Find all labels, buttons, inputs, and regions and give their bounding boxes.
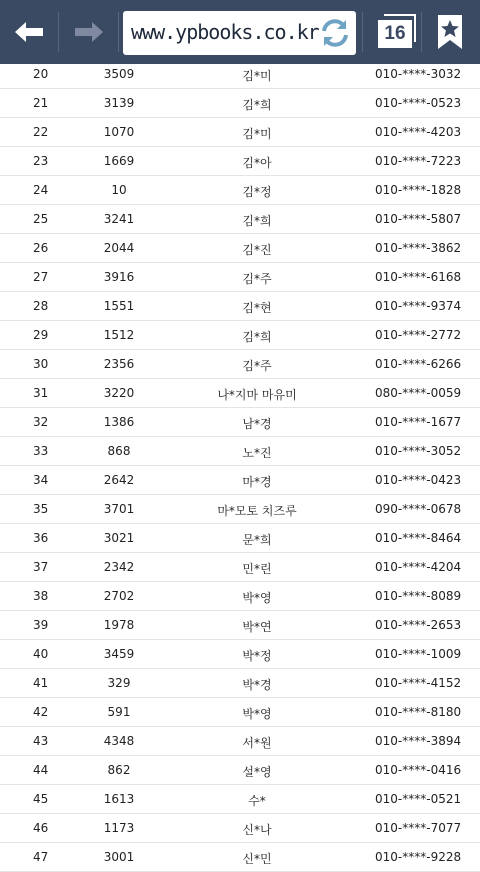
table-row xyxy=(0,466,480,495)
row-code: 1613 xyxy=(103,792,135,806)
row-code: 1669 xyxy=(103,154,135,168)
table-row xyxy=(0,408,480,437)
row-phone: 010-****-6266 xyxy=(375,357,462,371)
table-row xyxy=(0,350,480,379)
row-code: 1512 xyxy=(103,328,135,342)
row-name: 나*지마 마유미 xyxy=(217,388,297,402)
table-row xyxy=(0,756,480,785)
row-number: 33 xyxy=(33,444,49,458)
table-row xyxy=(0,524,480,553)
table-row xyxy=(0,263,480,292)
row-phone: 010-****-0523 xyxy=(375,96,462,110)
row-code: 591 xyxy=(107,705,131,719)
row-number: 40 xyxy=(33,647,49,661)
row-number: 45 xyxy=(33,792,49,806)
row-phone: 010-****-3052 xyxy=(375,444,462,458)
row-phone: 010-****-0416 xyxy=(375,763,462,777)
row-phone: 010-****-9228 xyxy=(375,850,462,864)
row-phone: 010-****-9374 xyxy=(375,299,462,313)
table-row xyxy=(0,292,480,321)
winner-table xyxy=(0,60,480,872)
row-number: 44 xyxy=(33,763,49,777)
row-name: 김*미 xyxy=(242,127,272,141)
row-phone: 010-****-2772 xyxy=(375,328,462,342)
row-number: 26 xyxy=(33,241,49,255)
row-name: 박*연 xyxy=(242,620,272,634)
row-name: 노*진 xyxy=(242,446,272,460)
table-row xyxy=(0,176,480,205)
row-number: 25 xyxy=(33,212,49,226)
row-number: 30 xyxy=(33,357,49,371)
row-number: 34 xyxy=(33,473,49,487)
row-phone: 010-****-7223 xyxy=(375,154,462,168)
row-name: 김*미 xyxy=(242,69,272,83)
row-number: 24 xyxy=(33,183,49,197)
row-name: 박*영 xyxy=(242,707,272,721)
table-row xyxy=(0,321,480,350)
row-phone: 010-****-4203 xyxy=(375,125,462,139)
row-number: 23 xyxy=(33,154,49,168)
row-number: 36 xyxy=(33,531,49,545)
row-name: 마*모토 치즈루 xyxy=(217,504,297,518)
toolbar-divider xyxy=(58,12,59,52)
row-name: 김*희 xyxy=(242,214,272,228)
row-phone: 010-****-2653 xyxy=(375,618,462,632)
table-row xyxy=(0,669,480,698)
row-code: 10 xyxy=(111,183,127,197)
row-code: 3241 xyxy=(103,212,135,226)
table-row xyxy=(0,379,480,408)
row-number: 38 xyxy=(33,589,49,603)
bookmark-star-icon[interactable] xyxy=(436,14,464,50)
row-number: 42 xyxy=(33,705,49,719)
row-code: 3916 xyxy=(103,270,135,284)
row-number: 46 xyxy=(33,821,49,835)
row-code: 2044 xyxy=(103,241,135,255)
row-code: 1173 xyxy=(103,821,135,835)
table-row xyxy=(0,843,480,872)
row-number: 35 xyxy=(33,502,49,516)
row-number: 32 xyxy=(33,415,49,429)
row-number: 29 xyxy=(33,328,49,342)
row-number: 47 xyxy=(33,850,49,864)
tab-count-badge[interactable]: 16 xyxy=(378,20,412,48)
row-code: 1551 xyxy=(103,299,135,313)
row-phone: 010-****-4204 xyxy=(375,560,462,574)
row-name: 문*희 xyxy=(242,533,272,547)
table-row xyxy=(0,437,480,466)
row-phone: 010-****-1009 xyxy=(375,647,462,661)
row-name: 신*민 xyxy=(242,852,272,866)
table-row xyxy=(0,553,480,582)
row-phone: 010-****-5807 xyxy=(375,212,462,226)
row-phone: 010-****-6168 xyxy=(375,270,462,284)
row-phone: 010-****-0521 xyxy=(375,792,462,806)
row-phone: 010-****-1677 xyxy=(375,415,462,429)
row-name: 김*주 xyxy=(242,359,272,373)
row-name: 신*나 xyxy=(242,823,272,837)
row-name: 박*경 xyxy=(242,678,272,692)
row-name: 박*영 xyxy=(242,591,272,605)
row-name: 설*영 xyxy=(242,765,272,779)
row-code: 862 xyxy=(107,763,131,777)
row-number: 21 xyxy=(33,96,49,110)
row-phone: 010-****-3032 xyxy=(375,67,462,81)
table-row xyxy=(0,60,480,89)
row-phone: 010-****-1828 xyxy=(375,183,462,197)
table-row xyxy=(0,582,480,611)
row-name: 박*정 xyxy=(242,649,272,663)
table-row xyxy=(0,785,480,814)
row-phone: 010-****-4152 xyxy=(375,676,462,690)
forward-button[interactable] xyxy=(60,0,118,64)
row-number: 28 xyxy=(33,299,49,313)
row-name: 민*린 xyxy=(242,562,272,576)
row-number: 37 xyxy=(33,560,49,574)
row-name: 서*원 xyxy=(242,736,272,750)
arrow-left-icon xyxy=(13,20,45,44)
row-number: 22 xyxy=(33,125,49,139)
row-name: 김*아 xyxy=(242,156,272,170)
row-code: 3001 xyxy=(103,850,135,864)
row-code: 4348 xyxy=(103,734,135,748)
row-phone: 010-****-3894 xyxy=(375,734,462,748)
table-row xyxy=(0,727,480,756)
row-name: 김*주 xyxy=(242,272,272,286)
row-code: 329 xyxy=(107,676,131,690)
row-code: 1070 xyxy=(103,125,135,139)
row-code: 2642 xyxy=(103,473,135,487)
toolbar-divider xyxy=(118,12,119,52)
table-row xyxy=(0,640,480,669)
row-code: 2356 xyxy=(103,357,135,371)
row-name: 김*진 xyxy=(242,243,272,257)
table-row xyxy=(0,495,480,524)
browser-toolbar xyxy=(0,0,480,64)
row-phone: 010-****-8089 xyxy=(375,589,462,603)
row-code: 3701 xyxy=(103,502,135,516)
row-code: 3139 xyxy=(103,96,135,110)
address-bar[interactable] xyxy=(123,11,356,55)
row-number: 41 xyxy=(33,676,49,690)
row-name: 수* xyxy=(248,794,266,808)
row-phone: 090-****-0678 xyxy=(375,502,462,516)
row-name: 남*경 xyxy=(242,417,272,431)
table-row xyxy=(0,698,480,727)
table-row xyxy=(0,89,480,118)
row-code: 3021 xyxy=(103,531,135,545)
row-name: 김*현 xyxy=(242,301,272,315)
row-phone: 010-****-0423 xyxy=(375,473,462,487)
row-number: 31 xyxy=(33,386,49,400)
back-button[interactable] xyxy=(0,0,58,64)
row-phone: 010-****-7077 xyxy=(375,821,462,835)
row-number: 43 xyxy=(33,734,49,748)
row-number: 20 xyxy=(33,67,49,81)
row-code: 2342 xyxy=(103,560,135,574)
row-phone: 080-****-0059 xyxy=(375,386,462,400)
row-number: 39 xyxy=(33,618,49,632)
row-phone: 010-****-8464 xyxy=(375,531,462,545)
toolbar-divider xyxy=(421,12,422,52)
row-code: 3220 xyxy=(103,386,135,400)
arrow-right-icon xyxy=(73,20,105,44)
reload-icon[interactable] xyxy=(317,15,353,51)
row-name: 마*경 xyxy=(242,475,272,489)
row-phone: 010-****-8180 xyxy=(375,705,462,719)
row-name: 김*정 xyxy=(242,185,272,199)
table-row xyxy=(0,118,480,147)
url-text: www.ypbooks.co.kr xyxy=(131,20,319,44)
table-row xyxy=(0,205,480,234)
row-code: 868 xyxy=(107,444,131,458)
row-number: 27 xyxy=(33,270,49,284)
row-code: 3459 xyxy=(103,647,135,661)
table-row xyxy=(0,147,480,176)
table-row xyxy=(0,611,480,640)
row-code: 1978 xyxy=(103,618,135,632)
row-code: 3509 xyxy=(103,67,135,81)
table-row xyxy=(0,234,480,263)
table-row xyxy=(0,814,480,843)
row-code: 2702 xyxy=(103,589,135,603)
row-name: 김*희 xyxy=(242,98,272,112)
toolbar-divider xyxy=(362,12,363,52)
row-code: 1386 xyxy=(103,415,135,429)
row-phone: 010-****-3862 xyxy=(375,241,462,255)
row-name: 김*희 xyxy=(242,330,272,344)
